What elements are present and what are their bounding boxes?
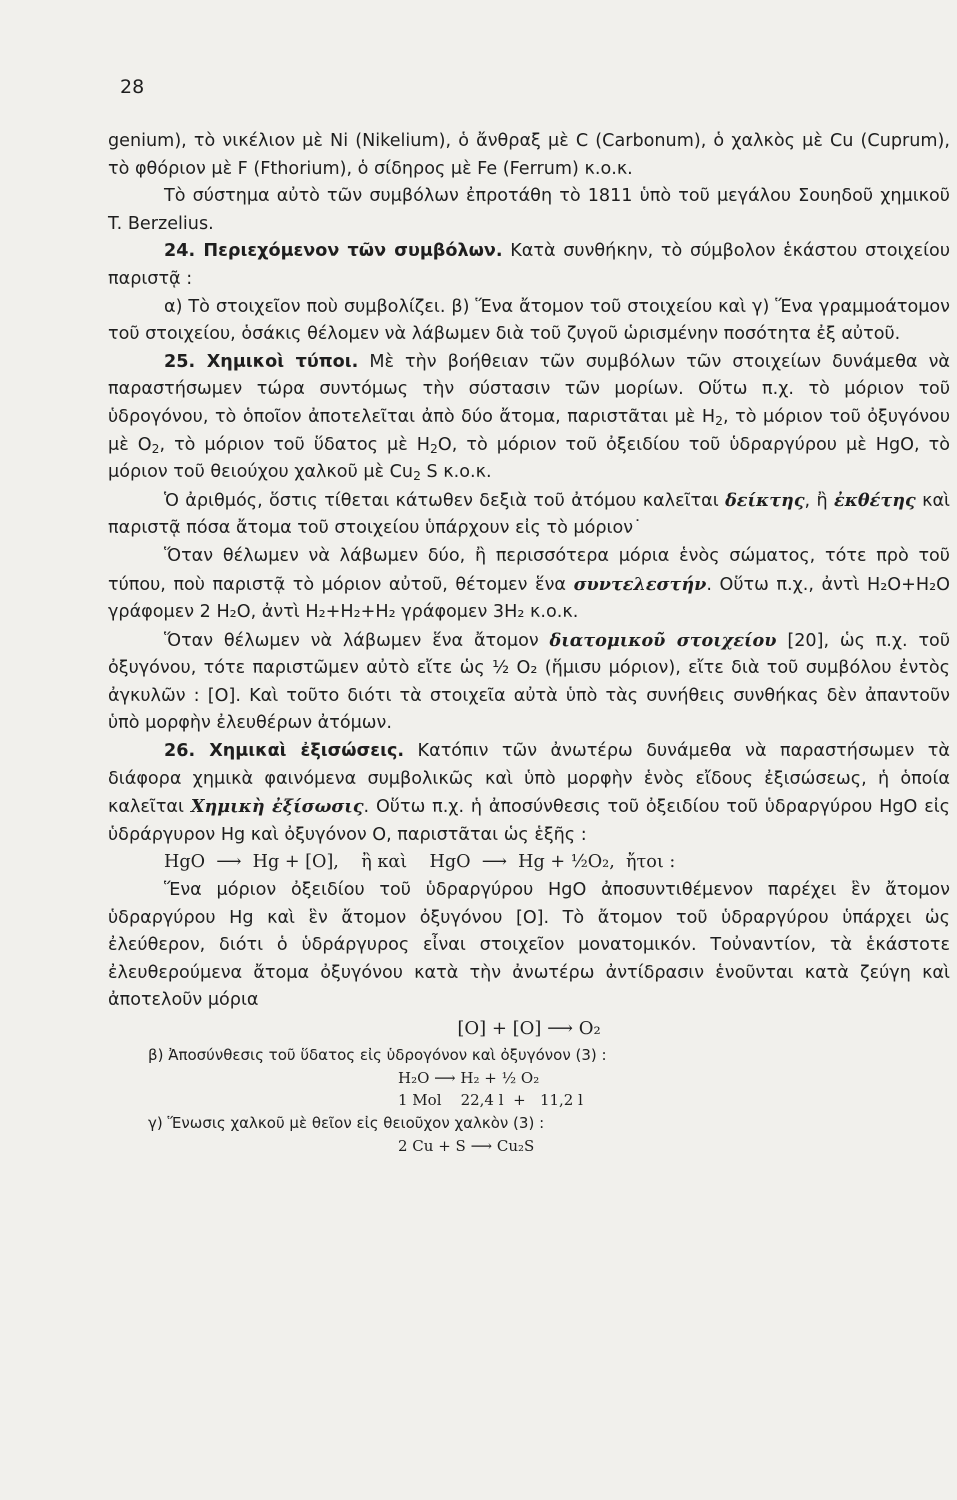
equation-water-volumes: 1 Mol 22,4 l + 11,2 l bbox=[398, 1090, 583, 1109]
term-deiktis: δείκτης bbox=[725, 489, 805, 511]
subscript: 2 bbox=[413, 469, 421, 484]
subscript: 2 bbox=[715, 413, 723, 428]
subscript: 2 bbox=[151, 441, 160, 456]
section-26-text-b: . Οὕτω π.χ. ἡ ἀποσύνθεσις τοῦ ὀξειδίου τοῦ ὑδραργύρου HgO εἰς ὑδράργυρον Hg καὶ ὀξυγόνον O, παριστᾶται ὡς ἑξῆς : bbox=[108, 797, 950, 845]
subscript: 2 bbox=[430, 441, 438, 456]
paragraph-berzelius: Τὸ σύστημα αὐτὸ τῶν συμβόλων ἐπροτάθη τὸ 1811 ὑπὸ τοῦ μεγάλου Σουηδοῦ χημικοῦ T. Berzelius. bbox=[108, 186, 950, 234]
paragraph-element-symbols: genium), τὸ νικέλιον μὲ Ni (Nikelium), ὁ ἄνθραξ μὲ C (Carbonum), ὁ χαλκὸς μὲ Cu (Cuprum), τὸ φθόριον μὲ F (Fthorium), ὁ σίδηρος μὲ Fe (Ferrum) κ.ο.κ. bbox=[108, 131, 950, 179]
diatomic-text-b: [20], ὡς π.χ. τοῦ ὀξυγόνου, τότε παριστῶμεν αὐτὸ εἴτε ὡς ½ O₂ (ἥμισυ μόριον), εἴτε διὰ τοῦ συμβόλου ἐντὸς ἀγκυλῶν : [O]. Καὶ τοῦτο διότι τὰ στοιχεῖα αὐτὰ ὑπὸ τὰς συνήθεις συνθήκας δὲν ἀπαντοῦν ὑπὸ μορφὴν ἐλευθέρων ἀτόμων. bbox=[108, 630, 950, 734]
coef-text-a: Ὅταν θέλωμεν νὰ λάβωμεν δύο, ἢ περισσότερα μόρια ἑνὸς σώματος, τότε πρὸ τοῦ τύπου, ποὺ παριστᾷ τὸ μόριον αὐτοῦ, θέτομεν ἕνα bbox=[108, 545, 950, 595]
section-26-heading: 26. Χημικαὶ ἐξισώσεις. bbox=[164, 741, 405, 762]
page-body bbox=[108, 128, 950, 1157]
section-25-text-c: , τὸ μόριον τοῦ ὕδατος μὲ H bbox=[159, 434, 431, 455]
term-chemical-equation: Χημικὴ ἐξίσωσις bbox=[190, 796, 364, 818]
section-25 bbox=[108, 349, 950, 487]
section-24 bbox=[108, 238, 950, 293]
section-25-text-e: S κ.ο.κ. bbox=[420, 462, 492, 483]
equation-copper-sulfide: 2 Cu + S ⟶ Cu₂S bbox=[398, 1136, 535, 1155]
section-25-heading: 25. Χημικοὶ τύποι. bbox=[164, 351, 359, 372]
term-diatomic: διατομικοῦ στοιχείου bbox=[549, 629, 777, 651]
coef-text-b: . Οὕτω π.χ., ἀντὶ H₂O+H₂O γράφομεν 2 H₂O, ἀντὶ H₂+H₂+H₂ γράφομεν 3H₂ κ.ο.κ. bbox=[108, 574, 950, 623]
equation-water-decomposition: H₂O ⟶ H₂ + ½ O₂ bbox=[398, 1068, 540, 1087]
section-25-text-b: , τὸ μόριον τοῦ ὀξυγόνου μὲ O bbox=[108, 406, 950, 455]
section-25-text-a: Μὲ τὴν βοήθειαν τῶν συμβόλων τῶν στοιχείων δυνάμεθα νὰ παραστήσωμεν τώρα συντόμως τὴν σύστασιν τῶν μορίων. Οὕτω π.χ. τὸ μόριον τοῦ ὑδρογόνου, τὸ ὁποῖον ἀποτελεῖται ἀπὸ δύο ἄτομα, παριστᾶται μὲ H bbox=[108, 351, 950, 427]
paragraph-coefficient bbox=[108, 543, 950, 627]
paragraph-index bbox=[108, 487, 950, 543]
equation-hgo-decomposition: HgO ⟶ Hg + [O], ἢ καὶ HgO ⟶ Hg + ½O₂, ἤτοι : bbox=[164, 852, 676, 873]
index-text-a: Ὁ ἀριθμός, ὅστις τίθεται κάτωθεν δεξιὰ τοῦ ἀτόμου καλεῖται bbox=[164, 490, 726, 511]
paragraph-after-equation: Ἕνα μόριον ὀξειδίου τοῦ ὑδραργύρου HgO ἀποσυντιθέμενον παρέχει ἓν ἄτομον ὑδραργύρου Hg καὶ ἓν ἄτομον ὀξυγόνου [O]. Τὸ ἄτομον τοῦ ὑδραργύρου ὑπάρχει ὡς ἐλεύθερον, διότι ὁ ὑδράργυρος εἶναι στοιχεῖον μονατομικόν. Τοὐναντίον, τὰ ἑκάστοτε ἐλευθερούμενα ἄτομα ὀξυγόνου κατὰ τὴν ἀνωτέρω ἀντίδρασιν ἑνοῦνται κατὰ ζεύγη καὶ ἀποτελοῦν μόρια bbox=[108, 880, 950, 1011]
term-syntelestis: συντελεστήν bbox=[573, 573, 707, 595]
paragraph-diatomic bbox=[108, 627, 950, 738]
section-26 bbox=[108, 738, 950, 849]
index-text-c: καὶ παριστᾷ πόσα ἄτομα τοῦ στοιχείου ὑπάρχουν εἰς τὸ μόριον˙ bbox=[108, 490, 950, 539]
item-beta: β) Ἀποσύνθεσις τοῦ ὕδατος εἰς ὑδρογόνον καὶ ὀξυγόνον (3) : bbox=[148, 1045, 607, 1064]
section-26-text-a: Κατόπιν τῶν ἀνωτέρω δυνάμεθα νὰ παραστήσωμεν τὰ διάφορα χημικὰ φαινόμενα συμβολικῶς καὶ ὑπὸ μορφὴν ἑνὸς εἴδους ἐξισώσεως, ἡ ὁποία καλεῖται bbox=[108, 741, 950, 818]
diatomic-text-a: Ὅταν θέλωμεν νὰ λάβωμεν ἕνα ἄτομον bbox=[164, 630, 550, 651]
section-24-list: α) Τὸ στοιχεῖον ποὺ συμβολίζει. β) Ἕνα ἄτομον τοῦ στοιχείου καὶ γ) Ἕνα γραμμοάτομον τοῦ στοιχείου, ὁσάκις θέλομεν νὰ λάβωμεν διὰ τοῦ ζυγοῦ ὡρισμένην ποσότητα ἐξ αὐτοῦ. bbox=[108, 296, 950, 345]
section-24-text: Κατὰ συνθήκην, τὸ σύμβολον ἑκάστου στοιχείου παριστᾷ : bbox=[108, 241, 951, 289]
section-25-text-d: O, τὸ μόριον τοῦ ὀξειδίου τοῦ ὑδραργύρου μὲ HgO, τὸ μόριον τοῦ θειούχου χαλκοῦ μὲ Cu bbox=[108, 434, 950, 483]
equation-oxygen-pairing: [O] + [O] ⟶ O₂ bbox=[457, 1018, 601, 1039]
index-text-b: , ἢ bbox=[804, 490, 835, 511]
term-ekthetis: ἐκθέτης bbox=[834, 489, 916, 511]
section-24-heading: 24. Περιεχόμενον τῶν συμβόλων. bbox=[164, 241, 503, 262]
item-gamma: γ) Ἕνωσις χαλκοῦ μὲ θεῖον εἰς θειοῦχον χαλκὸν (3) : bbox=[148, 1113, 545, 1132]
page-number: 28 bbox=[120, 76, 145, 98]
